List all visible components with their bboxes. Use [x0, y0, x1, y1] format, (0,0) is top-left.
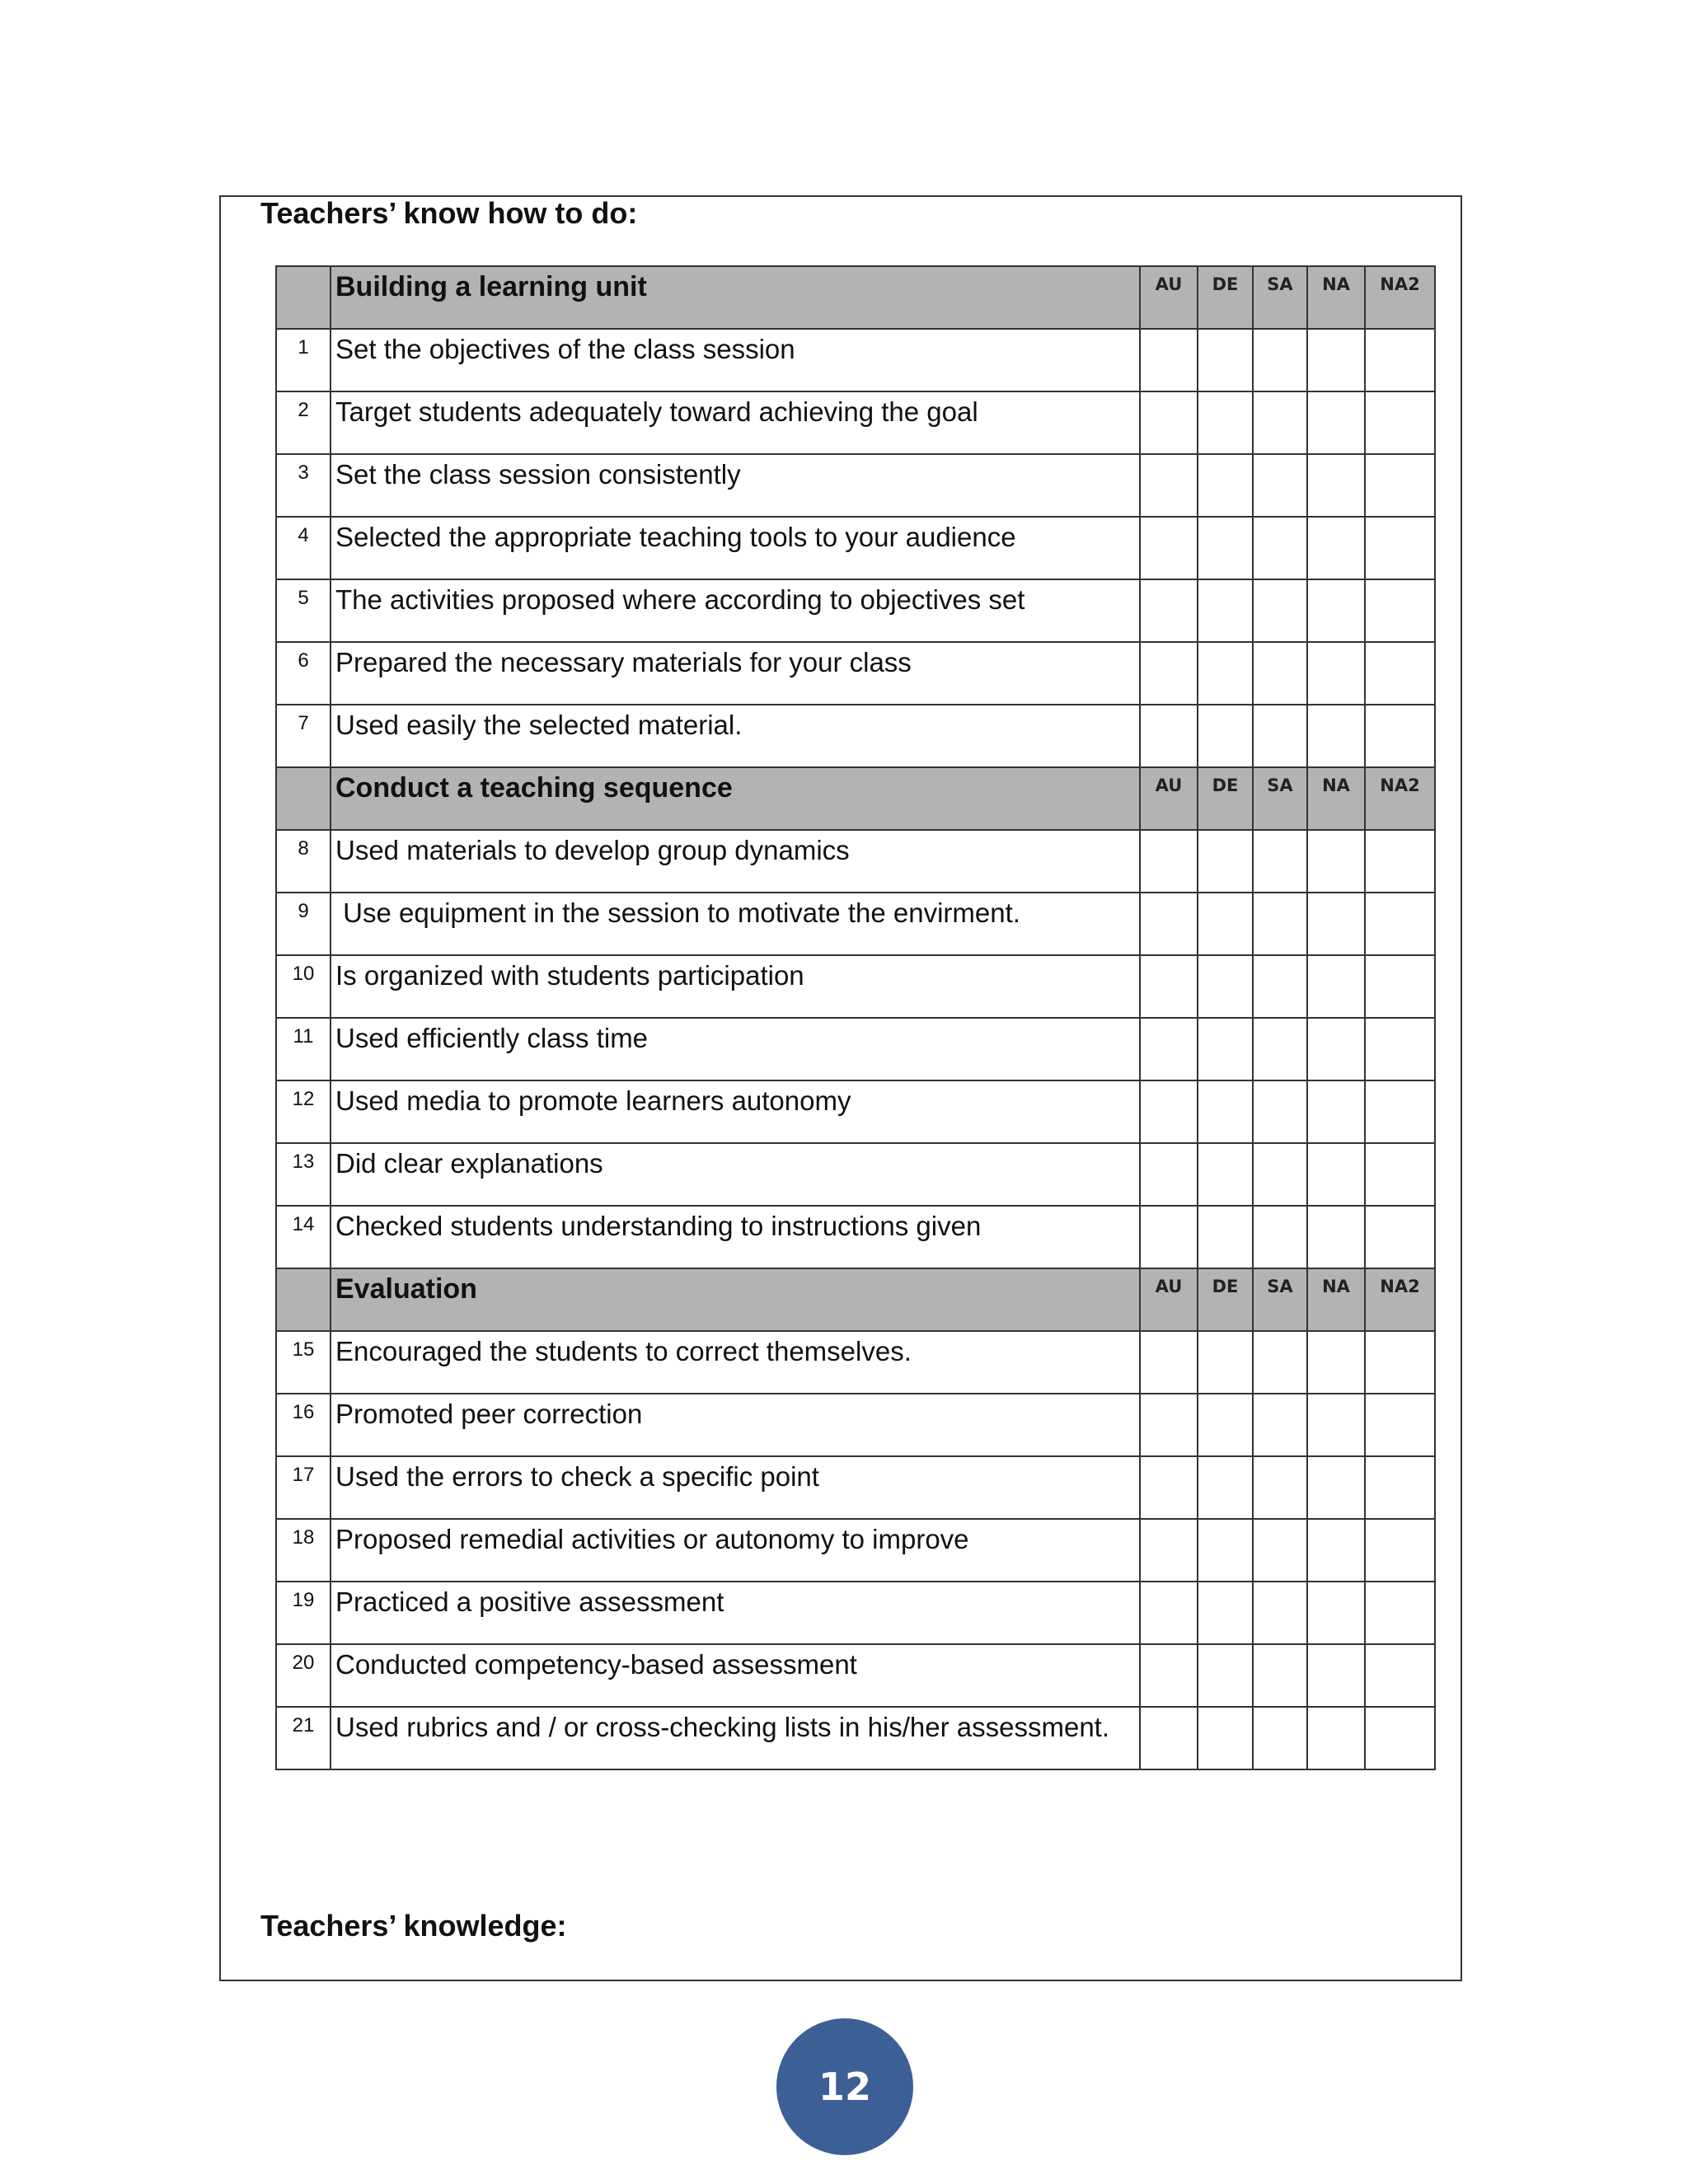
- item-text-cell: [331, 1394, 1140, 1456]
- rating-checkbox-cell-na[interactable]: [1307, 1582, 1365, 1644]
- item-text-cell: [331, 1018, 1140, 1080]
- table-row: [276, 1080, 1435, 1143]
- rating-checkbox-cell-sa[interactable]: [1253, 1456, 1307, 1519]
- rating-checkbox-cell-na[interactable]: [1307, 517, 1365, 579]
- table-row: [276, 579, 1435, 642]
- rating-checkbox-cell-na2[interactable]: [1365, 1331, 1435, 1394]
- rating-checkbox-cell-na[interactable]: [1307, 391, 1365, 454]
- rating-checkbox-cell-de[interactable]: [1198, 1644, 1253, 1707]
- rating-column-label: AU: [1155, 1277, 1183, 1296]
- rating-column-label: AU: [1155, 274, 1183, 294]
- section-title-cell: [331, 767, 1140, 830]
- rating-checkbox-cell-na[interactable]: [1307, 955, 1365, 1018]
- rating-checkbox-cell-na[interactable]: [1307, 1707, 1365, 1769]
- rating-checkbox-cell-sa[interactable]: [1253, 1206, 1307, 1268]
- rating-checkbox-cell-sa[interactable]: [1253, 893, 1307, 955]
- section-header-row-conduct-a-teaching-sequence: [276, 767, 1435, 830]
- item-text: Target students adequately toward achieving the goal: [335, 396, 978, 427]
- item-number-cell: [276, 1582, 331, 1644]
- item-number-cell: [276, 391, 331, 454]
- item-number: 6: [298, 649, 309, 672]
- item-text: Promoted peer correction: [335, 1399, 643, 1429]
- rating-column-label: DE: [1212, 776, 1239, 795]
- item-number-cell: [276, 893, 331, 955]
- rating-checkbox-cell-de[interactable]: [1198, 579, 1253, 642]
- item-number-cell: [276, 1080, 331, 1143]
- item-number-cell: [276, 454, 331, 517]
- item-number: 3: [298, 462, 309, 484]
- rating-checkbox-cell-au[interactable]: [1140, 1582, 1198, 1644]
- rating-checkbox-cell-na[interactable]: [1307, 705, 1365, 767]
- table-row: [276, 830, 1435, 893]
- item-text-cell: [331, 579, 1140, 642]
- rating-checkbox-cell-sa[interactable]: [1253, 1080, 1307, 1143]
- item-text: Used efficiently class time: [335, 1023, 649, 1053]
- rating-column-header-sa: [1253, 767, 1307, 830]
- rating-checkbox-cell-au[interactable]: [1140, 705, 1198, 767]
- item-number: 21: [292, 1714, 315, 1736]
- rating-checkbox-cell-na[interactable]: [1307, 1018, 1365, 1080]
- rating-checkbox-cell-sa[interactable]: [1253, 454, 1307, 517]
- item-number-cell: [276, 1456, 331, 1519]
- rating-checkbox-cell-sa[interactable]: [1253, 1519, 1307, 1582]
- rating-column-header-sa: [1253, 1268, 1307, 1331]
- item-text: Used materials to develop group dynamics: [335, 835, 850, 865]
- table-row: [276, 1582, 1435, 1644]
- item-number-cell: [276, 1644, 331, 1707]
- rating-checkbox-cell-de[interactable]: [1198, 893, 1253, 955]
- item-number-cell: [276, 1331, 331, 1394]
- item-number: 7: [298, 712, 309, 734]
- rating-checkbox-cell-na2[interactable]: [1365, 1519, 1435, 1582]
- rating-checkbox-cell-au[interactable]: [1140, 329, 1198, 391]
- section-title: Evaluation: [335, 1273, 477, 1305]
- rating-checkbox-cell-sa[interactable]: [1253, 1394, 1307, 1456]
- header-blank-cell: [276, 767, 331, 830]
- item-text: Used easily the selected material.: [335, 710, 743, 740]
- item-text-cell: [331, 391, 1140, 454]
- item-text-cell: [331, 642, 1140, 705]
- rating-column-header-au: [1140, 266, 1198, 329]
- rating-column-header-au: [1140, 1268, 1198, 1331]
- section-title-cell: [331, 1268, 1140, 1331]
- rating-checkbox-cell-de[interactable]: [1198, 517, 1253, 579]
- item-text-cell: [331, 830, 1140, 893]
- rating-checkbox-cell-sa[interactable]: [1253, 642, 1307, 705]
- table-row: [276, 1644, 1435, 1707]
- rating-checkbox-cell-sa[interactable]: [1253, 1018, 1307, 1080]
- rating-column-label: SA: [1267, 776, 1293, 795]
- item-text-cell: [331, 517, 1140, 579]
- item-text: Used rubrics and / or cross-checking lists in his/her assessment.: [335, 1712, 1110, 1742]
- rating-checkbox-cell-de[interactable]: [1198, 955, 1253, 1018]
- rating-checkbox-cell-au[interactable]: [1140, 579, 1198, 642]
- rating-checkbox-cell-sa[interactable]: [1253, 517, 1307, 579]
- rating-checkbox-cell-na[interactable]: [1307, 1456, 1365, 1519]
- rating-checkbox-cell-au[interactable]: [1140, 1644, 1198, 1707]
- rating-checkbox-cell-au[interactable]: [1140, 642, 1198, 705]
- rating-column-header-de: [1198, 266, 1253, 329]
- rating-checkbox-cell-na2[interactable]: [1365, 1143, 1435, 1206]
- rating-checkbox-cell-na[interactable]: [1307, 329, 1365, 391]
- rating-checkbox-cell-na2[interactable]: [1365, 391, 1435, 454]
- table-row: [276, 517, 1435, 579]
- item-text-cell: [331, 1456, 1140, 1519]
- rating-checkbox-cell-na2[interactable]: [1365, 1080, 1435, 1143]
- rating-checkbox-cell-de[interactable]: [1198, 1394, 1253, 1456]
- table-row: [276, 1519, 1435, 1582]
- rating-checkbox-cell-sa[interactable]: [1253, 705, 1307, 767]
- rating-checkbox-cell-sa[interactable]: [1253, 1707, 1307, 1769]
- section-heading-know-how: Teachers’ know how to do:: [260, 196, 638, 230]
- rating-checkbox-cell-sa[interactable]: [1253, 1143, 1307, 1206]
- rating-checkbox-cell-au[interactable]: [1140, 1707, 1198, 1769]
- table-row: [276, 454, 1435, 517]
- item-text-cell: [331, 955, 1140, 1018]
- table-row: [276, 1018, 1435, 1080]
- item-number-cell: [276, 642, 331, 705]
- rating-checkbox-cell-na[interactable]: [1307, 1331, 1365, 1394]
- item-text: Is organized with students participation: [335, 960, 804, 991]
- rating-checkbox-cell-na2[interactable]: [1365, 705, 1435, 767]
- rating-checkbox-cell-na[interactable]: [1307, 454, 1365, 517]
- table-row: [276, 329, 1435, 391]
- item-number: 8: [298, 837, 309, 860]
- rating-checkbox-cell-de[interactable]: [1198, 1519, 1253, 1582]
- table-row: [276, 1206, 1435, 1268]
- rating-checkbox-cell-de[interactable]: [1198, 329, 1253, 391]
- rating-checkbox-cell-na2[interactable]: [1365, 1206, 1435, 1268]
- rating-checkbox-cell-na2[interactable]: [1365, 1582, 1435, 1644]
- table-row: [276, 705, 1435, 767]
- rating-checkbox-cell-na[interactable]: [1307, 1080, 1365, 1143]
- item-number: 9: [298, 900, 309, 922]
- item-text: Prepared the necessary materials for your class: [335, 647, 912, 677]
- rating-checkbox-cell-na2[interactable]: [1365, 1018, 1435, 1080]
- rating-column-header-sa: [1253, 266, 1307, 329]
- item-text: Proposed remedial activities or autonomy to improve: [335, 1524, 969, 1554]
- rating-checkbox-cell-na2[interactable]: [1365, 1707, 1435, 1769]
- rating-checkbox-cell-na2[interactable]: [1365, 955, 1435, 1018]
- rating-checkbox-cell-au[interactable]: [1140, 1206, 1198, 1268]
- item-text-cell: [331, 1582, 1140, 1644]
- rating-column-header-na: [1307, 1268, 1365, 1331]
- rating-checkbox-cell-na[interactable]: [1307, 579, 1365, 642]
- rating-checkbox-cell-au[interactable]: [1140, 454, 1198, 517]
- item-number: 2: [298, 399, 309, 421]
- rating-column-label: NA: [1322, 776, 1350, 795]
- rating-checkbox-cell-de[interactable]: [1198, 1080, 1253, 1143]
- item-number-cell: [276, 1707, 331, 1769]
- rating-checkbox-cell-au[interactable]: [1140, 1394, 1198, 1456]
- rating-column-label: NA2: [1380, 1277, 1420, 1296]
- rating-checkbox-cell-sa[interactable]: [1253, 391, 1307, 454]
- item-text: Conducted competency-based assessment: [335, 1649, 857, 1680]
- rating-checkbox-cell-de[interactable]: [1198, 1018, 1253, 1080]
- item-number: 14: [292, 1213, 315, 1235]
- rating-checkbox-cell-sa[interactable]: [1253, 579, 1307, 642]
- item-text-cell: [331, 1331, 1140, 1394]
- rating-checkbox-cell-na[interactable]: [1307, 1519, 1365, 1582]
- item-text-cell: [331, 705, 1140, 767]
- section-title: Conduct a teaching sequence: [335, 772, 733, 804]
- item-text: Selected the appropriate teaching tools to your audience: [335, 522, 1016, 552]
- item-text: Used media to promote learners autonomy: [335, 1085, 851, 1116]
- item-number: 20: [292, 1652, 315, 1674]
- item-text: Set the class session consistently: [335, 459, 741, 490]
- item-text-cell: [331, 1206, 1140, 1268]
- page-number: 12: [818, 2064, 871, 2109]
- item-text: Practiced a positive assessment: [335, 1586, 724, 1617]
- rating-checkbox-cell-de[interactable]: [1198, 454, 1253, 517]
- rating-checkbox-cell-au[interactable]: [1140, 830, 1198, 893]
- item-number: 16: [292, 1401, 315, 1423]
- rating-column-header-de: [1198, 767, 1253, 830]
- rating-checkbox-cell-na[interactable]: [1307, 1394, 1365, 1456]
- item-number-cell: [276, 955, 331, 1018]
- rating-checkbox-cell-sa[interactable]: [1253, 830, 1307, 893]
- rating-column-header-de: [1198, 1268, 1253, 1331]
- item-text-cell: [331, 1519, 1140, 1582]
- rating-checkbox-cell-na2[interactable]: [1365, 579, 1435, 642]
- table-row: [276, 893, 1435, 955]
- rating-checkbox-cell-au[interactable]: [1140, 517, 1198, 579]
- rating-checkbox-cell-na[interactable]: [1307, 830, 1365, 893]
- table-row: [276, 1707, 1435, 1769]
- table-row: [276, 391, 1435, 454]
- rating-column-label: NA: [1322, 1277, 1350, 1296]
- item-text: Did clear explanations: [335, 1148, 603, 1179]
- table-row: [276, 1331, 1435, 1394]
- table-row: [276, 1394, 1435, 1456]
- rating-column-header-na2: [1365, 1268, 1435, 1331]
- item-number-cell: [276, 517, 331, 579]
- item-number: 4: [298, 524, 309, 546]
- item-number: 17: [292, 1464, 315, 1486]
- item-number-cell: [276, 705, 331, 767]
- table-row: [276, 1143, 1435, 1206]
- rating-checkbox-cell-sa[interactable]: [1253, 1582, 1307, 1644]
- rating-checkbox-cell-de[interactable]: [1198, 705, 1253, 767]
- section-title: Building a learning unit: [335, 271, 647, 302]
- item-number: 10: [292, 963, 315, 985]
- page-number-badge: [776, 2018, 913, 2155]
- rating-checkbox-cell-de[interactable]: [1198, 642, 1253, 705]
- item-text-cell: [331, 1143, 1140, 1206]
- table-row: [276, 1456, 1435, 1519]
- rating-checkbox-cell-na2[interactable]: [1365, 830, 1435, 893]
- rating-column-label: NA2: [1380, 274, 1420, 294]
- item-text: Set the objectives of the class session: [335, 334, 795, 364]
- rating-checkbox-cell-de[interactable]: [1198, 1456, 1253, 1519]
- rating-checkbox-cell-au[interactable]: [1140, 1456, 1198, 1519]
- item-text-cell: [331, 1080, 1140, 1143]
- item-number-cell: [276, 1394, 331, 1456]
- item-text-cell: [331, 329, 1140, 391]
- item-number-cell: [276, 1519, 331, 1582]
- rating-checkbox-cell-na2[interactable]: [1365, 454, 1435, 517]
- section-heading-knowledge: Teachers’ knowledge:: [260, 1909, 567, 1943]
- rating-column-label: NA2: [1380, 776, 1420, 795]
- item-text: Checked students understanding to instructions given: [335, 1211, 982, 1241]
- item-text-cell: [331, 893, 1140, 955]
- rating-column-label: SA: [1267, 1277, 1293, 1296]
- item-text: The activities proposed where according to objectives set: [335, 584, 1025, 615]
- item-number-cell: [276, 830, 331, 893]
- table-row: [276, 955, 1435, 1018]
- item-number: 12: [292, 1088, 315, 1110]
- item-number-cell: [276, 1206, 331, 1268]
- rating-checkbox-cell-de[interactable]: [1198, 391, 1253, 454]
- rating-checkbox-cell-na[interactable]: [1307, 1206, 1365, 1268]
- rating-checkbox-cell-de[interactable]: [1198, 1582, 1253, 1644]
- rating-checkbox-cell-au[interactable]: [1140, 1519, 1198, 1582]
- section-header-row-evaluation: [276, 1268, 1435, 1331]
- rating-checkbox-cell-na2[interactable]: [1365, 642, 1435, 705]
- rating-column-label: SA: [1267, 274, 1293, 294]
- rating-checkbox-cell-sa[interactable]: [1253, 1331, 1307, 1394]
- rating-checkbox-cell-au[interactable]: [1140, 955, 1198, 1018]
- rating-checkbox-cell-na2[interactable]: [1365, 517, 1435, 579]
- rating-checkbox-cell-au[interactable]: [1140, 1080, 1198, 1143]
- rating-checkbox-cell-na[interactable]: [1307, 893, 1365, 955]
- rating-checkbox-cell-au[interactable]: [1140, 391, 1198, 454]
- item-number-cell: [276, 1018, 331, 1080]
- rating-column-header-na: [1307, 266, 1365, 329]
- section-header-row-building-a-learning-unit: [276, 266, 1435, 329]
- section-title-cell: [331, 266, 1140, 329]
- rating-checkbox-cell-na2[interactable]: [1365, 1644, 1435, 1707]
- rating-checkbox-cell-sa[interactable]: [1253, 329, 1307, 391]
- item-text-cell: [331, 1644, 1140, 1707]
- rating-checkbox-cell-na2[interactable]: [1365, 1394, 1435, 1456]
- table-row: [276, 642, 1435, 705]
- rating-checkbox-cell-na[interactable]: [1307, 1644, 1365, 1707]
- rating-checkbox-cell-na2[interactable]: [1365, 329, 1435, 391]
- rating-checkbox-cell-au[interactable]: [1140, 1018, 1198, 1080]
- rating-checkbox-cell-de[interactable]: [1198, 1206, 1253, 1268]
- item-text-cell: [331, 1707, 1140, 1769]
- rating-column-header-na2: [1365, 266, 1435, 329]
- item-number: 11: [293, 1025, 314, 1047]
- rating-checkbox-cell-au[interactable]: [1140, 1143, 1198, 1206]
- rating-column-label: AU: [1155, 776, 1183, 795]
- item-number-cell: [276, 579, 331, 642]
- item-number: 5: [298, 587, 309, 609]
- rating-checkbox-cell-na2[interactable]: [1365, 893, 1435, 955]
- item-number: 1: [298, 336, 309, 359]
- rating-checkbox-cell-sa[interactable]: [1253, 955, 1307, 1018]
- rating-checkbox-cell-na[interactable]: [1307, 642, 1365, 705]
- item-number: 13: [292, 1151, 315, 1173]
- item-text: Use equipment in the session to motivate the envirment.: [335, 898, 1020, 928]
- evaluation-checklist-table: [275, 265, 1436, 1770]
- item-text: Encouraged the students to correct themselves.: [335, 1336, 912, 1366]
- header-blank-cell: [276, 266, 331, 329]
- item-number-cell: [276, 1143, 331, 1206]
- rating-column-header-na: [1307, 767, 1365, 830]
- item-text: Used the errors to check a specific point: [335, 1461, 819, 1492]
- item-text-cell: [331, 454, 1140, 517]
- rating-checkbox-cell-au[interactable]: [1140, 893, 1198, 955]
- rating-checkbox-cell-de[interactable]: [1198, 1707, 1253, 1769]
- item-number: 19: [292, 1589, 315, 1611]
- rating-checkbox-cell-de[interactable]: [1198, 830, 1253, 893]
- rating-column-label: DE: [1212, 274, 1239, 294]
- rating-column-label: NA: [1322, 274, 1350, 294]
- rating-checkbox-cell-na2[interactable]: [1365, 1456, 1435, 1519]
- rating-checkbox-cell-sa[interactable]: [1253, 1644, 1307, 1707]
- item-number-cell: [276, 329, 331, 391]
- rating-column-header-na2: [1365, 767, 1435, 830]
- item-number: 18: [292, 1526, 315, 1549]
- rating-checkbox-cell-na[interactable]: [1307, 1143, 1365, 1206]
- rating-column-header-au: [1140, 767, 1198, 830]
- rating-checkbox-cell-de[interactable]: [1198, 1143, 1253, 1206]
- rating-checkbox-cell-de[interactable]: [1198, 1331, 1253, 1394]
- item-number: 15: [292, 1338, 315, 1361]
- header-blank-cell: [276, 1268, 331, 1331]
- rating-checkbox-cell-au[interactable]: [1140, 1331, 1198, 1394]
- rating-column-label: DE: [1212, 1277, 1239, 1296]
